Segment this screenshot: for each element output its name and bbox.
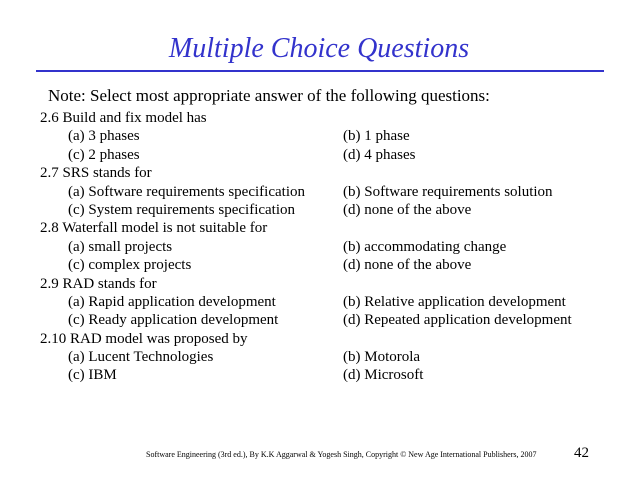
option-b: (b) Relative application development	[343, 293, 566, 310]
option-row	[40, 311, 600, 329]
option-c: (c) complex projects	[68, 257, 192, 274]
question-stem: 2.10 RAD model was proposed by	[40, 330, 248, 347]
slide-footer	[0, 445, 638, 462]
option-row	[40, 348, 600, 366]
option-row	[40, 293, 600, 311]
option-row	[40, 201, 600, 219]
question-stem: 2.9 RAD stands for	[40, 275, 157, 292]
option-a: (a) Lucent Technologies	[68, 349, 214, 366]
question-stem: 2.8 Waterfall model is not suitable for	[40, 220, 268, 237]
option-c: (c) 2 phases	[68, 146, 140, 163]
copyright-text: Software Engineering (3rd ed.), By K.K Aggarwal & Yogesh Singh, Copyright © New Age International Publishers, 2007	[146, 450, 537, 459]
option-b: (b) 1 phase	[343, 128, 410, 145]
option-row	[40, 127, 600, 145]
question-2-8	[40, 219, 600, 274]
option-c: (c) System requirements specification	[68, 201, 296, 218]
question-list	[40, 109, 600, 385]
question-2-7	[40, 164, 600, 219]
option-a: (a) Software requirements specification	[68, 183, 305, 200]
option-row	[40, 146, 600, 164]
question-2-6	[40, 109, 600, 164]
option-row	[40, 366, 600, 384]
instruction-note: Note: Select most appropriate answer of the following questions:	[48, 86, 490, 105]
option-b: (b) Software requirements solution	[343, 183, 553, 200]
option-d: (d) 4 phases	[343, 146, 416, 163]
question-2-9	[40, 275, 600, 330]
option-a: (a) small projects	[68, 238, 173, 255]
option-row	[40, 256, 600, 274]
option-d: (d) none of the above	[343, 201, 472, 218]
option-d: (d) Repeated application development	[343, 312, 572, 329]
option-a: (a) Rapid application development	[68, 293, 276, 310]
question-stem: 2.7 SRS stands for	[40, 165, 152, 182]
option-c: (c) IBM	[68, 367, 117, 384]
option-row	[40, 238, 600, 256]
slide-title: Multiple Choice Questions	[168, 33, 470, 64]
question-2-10	[40, 330, 600, 385]
page-number: 42	[574, 445, 589, 461]
option-d: (d) Microsoft	[343, 367, 424, 384]
option-row	[40, 183, 600, 201]
option-c: (c) Ready application development	[68, 312, 279, 329]
option-d: (d) none of the above	[343, 257, 472, 274]
question-stem: 2.6 Build and fix model has	[40, 110, 207, 126]
option-b: (b) Motorola	[343, 349, 421, 366]
option-a: (a) 3 phases	[68, 128, 140, 145]
option-b: (b) accommodating change	[343, 238, 507, 255]
